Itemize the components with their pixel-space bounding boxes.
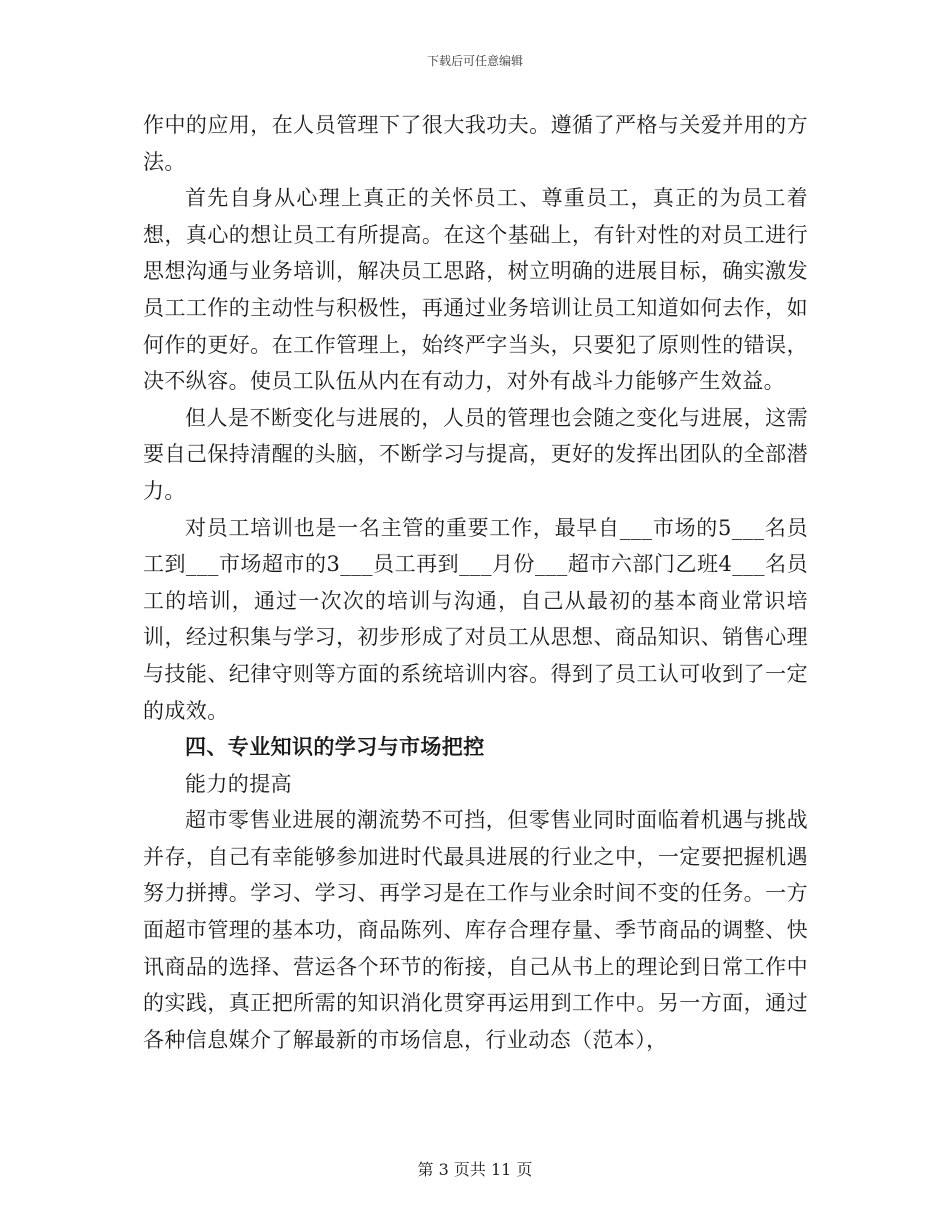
paragraph-care-for-staff: 首先自身从心理上真正的关怀员工、尊重员工，真正的为员工着想，真心的想让员工有所提高。在这个基础上，有针对性的对员工进行思想沟通与业务培训，解决员工思路，树立明确的进展目标，确实激发员工工作的主动性与积极性，再通过业务培训让员工知道如何去作，如何作的更好。在工作管理上，始终严字当头，只要犯了原则性的错误，决不纵容。使员工队伍从内在有动力，对外有战斗力能够产生效益。 [143, 186, 808, 394]
paragraph-staff-development: 但人是不断变化与进展的，人员的管理也会随之变化与进展，这需要自己保持清醒的头脑，不断学习与提高，更好的发挥出团队的全部潜力。 [143, 405, 808, 503]
paragraph-continuation: 作中的应用，在人员管理下了很大我功夫。遵循了严格与关爱并用的方法。 [143, 113, 808, 174]
paragraph-staff-training: 对员工培训也是一名主管的重要工作，最早自___市场的5___名员工到___市场超市的3___员工再到___月份___超市六部门乙班4___名员工的培训，通过一次次的培训与沟通，自己从最初的基本商业常识培训，经过积集与学习，初步形成了对员工从思想、商品知识、销售心理与技能、纪律守则等方面的系统培训内容。得到了员工认可收到了一定的成效。 [143, 515, 808, 723]
page-header: 下载后可任意编辑 [426, 54, 523, 68]
section-heading-4-continued: 能力的提高 [185, 771, 292, 796]
paragraph-retail-learning: 超市零售业进展的潮流势不可挡，但零售业同时面临着机遇与挑战并存，自己有幸能够参加进时代最具进展的行业之中，一定要把握机遇努力拼搏。学习、学习、再学习是在工作与业余时间不变的任务。一方面超市管理的基本功，商品陈列、库存合理存量、季节商品的调整、快讯商品的选择、营运各个环节的衔接，自己从书上的理论到日常工作中的实践，真正把所需的知识消化贯穿再运用到工作中。另一方面，通过各种信息媒介了解最新的市场信息，行业动态（范本）， [143, 808, 808, 1052]
document-body [143, 107, 808, 1058]
section-heading-4: 四、专业知识的学习与市场把控 [185, 735, 485, 760]
page-number: 第 3 页共 11 页 [417, 1160, 533, 1179]
